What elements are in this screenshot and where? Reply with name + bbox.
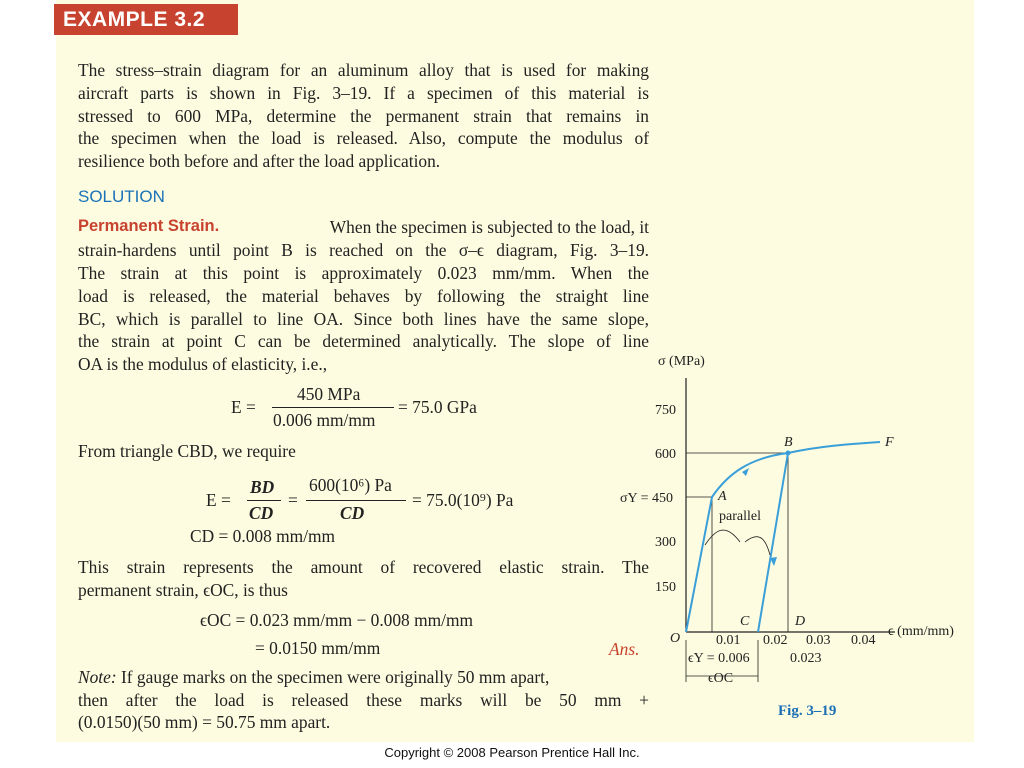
parallel-pointer-right bbox=[745, 537, 770, 555]
x-tick-002: 0.02 bbox=[763, 633, 788, 648]
y-tick-300: 300 bbox=[655, 535, 676, 550]
eq3: CD = 0.008 mm/mm bbox=[190, 526, 336, 546]
x-tick-001: 0.01 bbox=[716, 633, 741, 648]
eq4-line-1: ϵOC = 0.023 mm/mm − 0.008 mm/mm bbox=[200, 610, 474, 630]
y-axis-label: σ (MPa) bbox=[658, 354, 705, 369]
solution-line-6: the strain at point C can be determined analytically. The slope of line bbox=[78, 331, 649, 351]
eq4-line-2: = 0.0150 mm/mm bbox=[255, 638, 381, 658]
note-line-2: then after the load is released these marks will be 50 mm + bbox=[78, 690, 649, 710]
yield-strain-label: ϵY = 0.006 bbox=[688, 651, 750, 666]
answer-marker: Ans. bbox=[609, 639, 640, 659]
parallel-pointer-left bbox=[705, 530, 740, 545]
solution-line-4: load is released, the material behaves by following the straight line bbox=[78, 286, 649, 306]
point-d-label: D bbox=[795, 614, 806, 629]
eq1-numerator: 450 MPa bbox=[297, 384, 361, 404]
y-tick-150: 150 bbox=[655, 580, 676, 595]
y-tick-750: 750 bbox=[655, 403, 676, 418]
point-f-label: F bbox=[885, 435, 894, 450]
unloading-arrow bbox=[770, 557, 777, 566]
eq1-denominator: 0.006 mm/mm bbox=[273, 410, 376, 430]
example-header: EXAMPLE 3.2 bbox=[54, 4, 238, 35]
strain-023-label: 0.023 bbox=[790, 651, 822, 666]
eq2-lhs: E = bbox=[206, 490, 231, 510]
point-c-label: C bbox=[740, 614, 750, 629]
x-tick-004: 0.04 bbox=[851, 633, 876, 648]
problem-line-4: the specimen when the load is released. Also, compute the modulus of bbox=[78, 128, 649, 148]
note-label: Note: bbox=[78, 667, 117, 687]
solution-line-5: BC, which is parallel to line OA. Since both lines have the same slope, bbox=[78, 309, 649, 329]
eq2-rhs: = 75.0(10⁹) Pa bbox=[412, 490, 514, 510]
note-line-1-text: If gauge marks on the specimen were originally 50 mm apart, bbox=[116, 667, 550, 687]
figure-caption: Fig. 3–19 bbox=[778, 703, 837, 719]
problem-line-3: stressed to 600 MPa, determine the permanent strain that remains in bbox=[78, 106, 649, 126]
point-a-label: A bbox=[718, 489, 727, 504]
permanent-strain-subheading: Permanent Strain. bbox=[78, 217, 220, 235]
solution-line-7: OA is the modulus of elasticity, i.e., bbox=[78, 354, 328, 374]
point-b-marker bbox=[786, 451, 791, 456]
x-tick-003: 0.03 bbox=[806, 633, 831, 648]
y-tick-600: 600 bbox=[655, 447, 676, 462]
solution-line-1-text: When the specimen is subjected to the load, it bbox=[329, 217, 649, 237]
problem-line-1: The stress–strain diagram for an aluminum alloy that is used for making bbox=[78, 60, 649, 80]
eq2-numerator-1: BD bbox=[250, 477, 275, 497]
eq2-denominator-2: CD bbox=[340, 503, 365, 523]
triangle-text: From triangle CBD, we require bbox=[78, 441, 296, 461]
solution-line-2: strain-hardens until point B is reached on the σ–ϵ diagram, Fig. 3–19. bbox=[78, 240, 649, 260]
eq2-equals: = bbox=[288, 490, 298, 510]
eq1-lhs: E = bbox=[231, 397, 256, 417]
copyright-footer: Copyright © 2008 Pearson Prentice Hall Inc. bbox=[384, 745, 640, 760]
problem-line-5: resilience both before and after the load application. bbox=[78, 151, 441, 171]
x-axis-label: ϵ (mm/mm) bbox=[888, 624, 954, 639]
recovered-strain-line-2: permanent strain, ϵOC, is thus bbox=[78, 580, 288, 600]
loading-curve bbox=[686, 442, 880, 632]
strain-oc-label: ϵOC bbox=[708, 671, 734, 686]
solution-line-3: The strain at this point is approximately 0.023 mm/mm. When the bbox=[78, 263, 649, 283]
point-o-label: O bbox=[670, 631, 681, 646]
loading-arrow bbox=[742, 468, 749, 476]
eq2-denominator-1: CD bbox=[249, 503, 274, 523]
recovered-strain-line-1: This strain represents the amount of recovered elastic strain. The bbox=[78, 557, 649, 577]
note-line-3: (0.0150)(50 mm) = 50.75 mm apart. bbox=[78, 712, 331, 732]
parallel-label: parallel bbox=[719, 509, 761, 524]
eq1-rhs: = 75.0 GPa bbox=[398, 397, 477, 417]
y-yield-label: σY = 450 bbox=[620, 491, 674, 506]
point-b-label: B bbox=[784, 435, 793, 450]
eq2-numerator-2: 600(10⁶) Pa bbox=[309, 475, 392, 495]
unloading-line bbox=[758, 453, 788, 632]
problem-line-2: aircraft parts is shown in Fig. 3–19. If a specimen of this material is bbox=[78, 83, 649, 103]
solution-heading: SOLUTION bbox=[78, 187, 165, 206]
